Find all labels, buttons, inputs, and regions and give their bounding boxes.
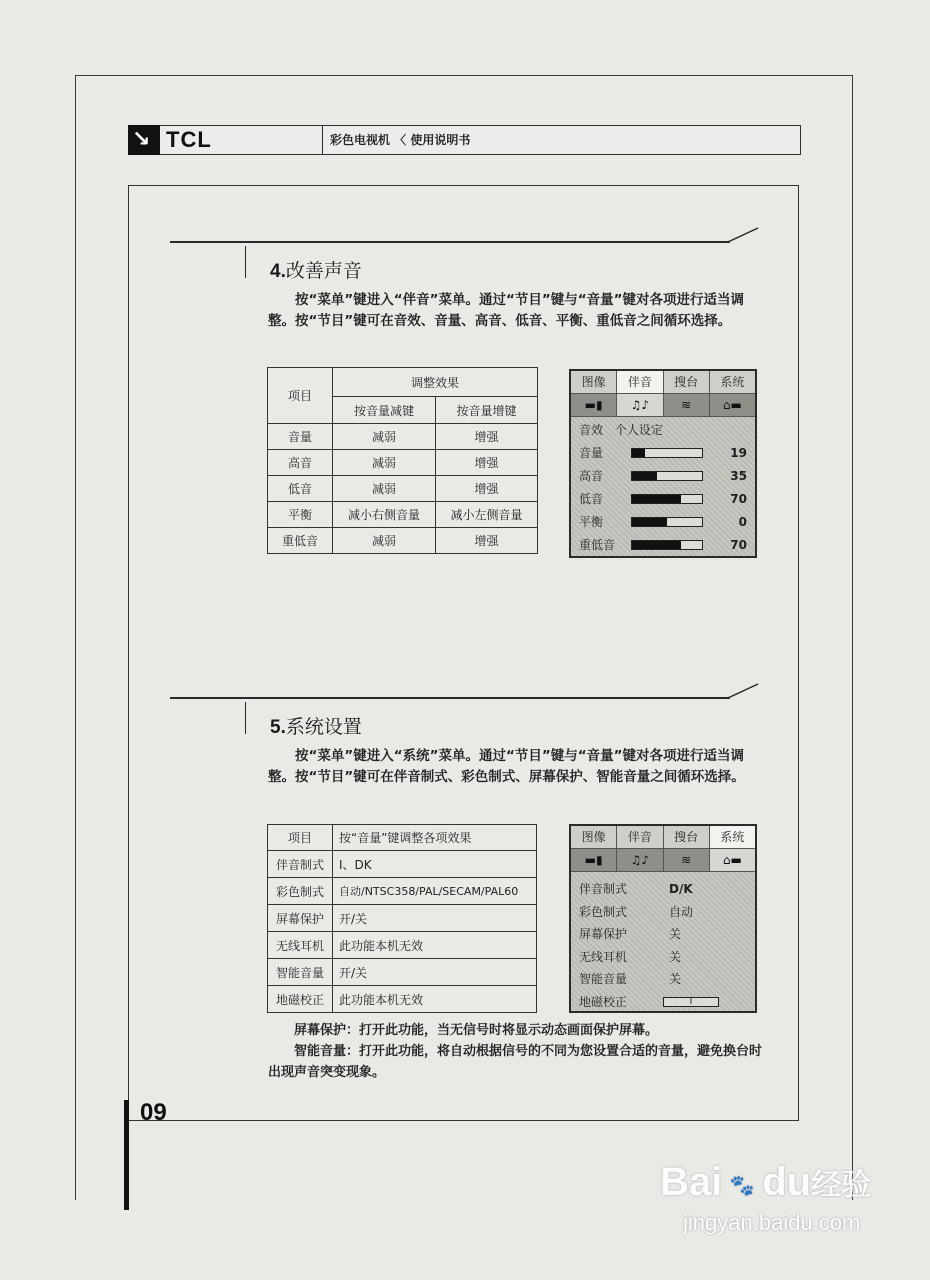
tv-effect-label: 音效	[579, 423, 604, 437]
tv-menu-tabs	[571, 826, 755, 849]
table-row	[268, 424, 538, 450]
table-header-plus: 按音量增键	[436, 397, 538, 424]
tv-system-value: 自动	[669, 904, 694, 919]
table-cell-effect: 开/关	[333, 905, 537, 932]
tv-level-fill	[632, 518, 667, 526]
table-cell-minus: 减小右侧音量	[333, 502, 436, 528]
picture-icon: ▬▮	[571, 849, 617, 871]
table-cell-plus: 减小左侧音量	[436, 502, 538, 528]
logo-arrow-icon: ↘	[132, 127, 151, 152]
tv-tab-sound: 伴音	[617, 826, 663, 848]
tv-menu-icons	[571, 849, 755, 872]
music-note-icon: ♫♪	[617, 394, 663, 416]
section5-paragraph: 按“菜单”键进入“系统”菜单。通过“节目”键与“音量”键对各项进行适当调整。按“节目”键可在伴音制式、彩色制式、屏幕保护、智能音量之间循环选择。	[268, 748, 745, 785]
tv-menu-tabs	[571, 371, 755, 394]
tv-level-fill	[632, 449, 645, 457]
tv-system-label: 无线耳机	[579, 949, 628, 964]
table-cell-item: 平衡	[268, 502, 333, 528]
table-cell-plus: 增强	[436, 528, 538, 554]
baidu-watermark	[660, 1160, 871, 1205]
tv-tab-picture: 图像	[571, 826, 617, 848]
table-cell-item: 智能音量	[268, 959, 333, 986]
table-cell-item: 音量	[268, 424, 333, 450]
table-header-effect: 按“音量”键调整各项效果	[333, 825, 537, 851]
tv-level-value: 70	[730, 538, 747, 552]
table-row	[268, 878, 537, 905]
paw-icon: 🐾	[729, 1175, 755, 1198]
table-row	[268, 959, 537, 986]
table-cell-item: 高音	[268, 450, 333, 476]
section4-paragraph: 按“菜单”键进入“伴音”菜单。通过“节目”键与“音量”键对各项进行适当调整。按“节目”键可在音效、音量、高音、低音、平衡、重低音之间循环选择。	[268, 292, 744, 329]
table-cell-item: 低音	[268, 476, 333, 502]
section4-title: 4.改善声音	[270, 260, 362, 282]
tv-tab-search: 搜台	[664, 826, 710, 848]
tv-level-bar	[631, 517, 703, 527]
picture-icon: ▬▮	[571, 394, 617, 416]
section4-rule-slant	[728, 226, 760, 244]
section4-rule	[170, 241, 730, 243]
tv-sound-menu	[569, 369, 757, 558]
table-cell-plus: 增强	[436, 476, 538, 502]
tv-level-value: 70	[730, 492, 747, 506]
tv-sound-label: 音量	[579, 446, 604, 460]
note-text: ：打开此功能，将自动根据信号的不同为您设置合适的音量，避免换台时出现声音突变现象。	[268, 1044, 763, 1080]
antenna-icon: ≋	[664, 849, 710, 871]
table-cell-minus: 减弱	[333, 424, 436, 450]
page-number: 09	[140, 1099, 167, 1126]
section5-title: 5.系统设置	[270, 716, 362, 738]
tv-system-value: 关	[669, 949, 682, 964]
tv-geomagnetic-slider: I	[663, 997, 719, 1007]
table-cell-plus: 增强	[436, 450, 538, 476]
antenna-icon: ≋	[664, 394, 710, 416]
table-header-item: 项目	[268, 368, 333, 424]
section5-rule	[170, 697, 730, 699]
section5-title-marker	[245, 702, 246, 734]
tv-tab-system: 系统	[710, 826, 755, 848]
table-cell-item: 无线耳机	[268, 932, 333, 959]
system-icon: ⌂▬	[722, 398, 742, 412]
brand-logo: TCL	[166, 127, 212, 152]
tv-level-bar	[631, 471, 703, 481]
table-cell-effect: I、DK	[333, 851, 537, 878]
tv-system-value: D/K	[669, 882, 693, 896]
page-number-bar	[124, 1100, 129, 1210]
tv-effect-row	[579, 419, 663, 441]
tv-level-value: 0	[738, 515, 747, 529]
table-header-minus: 按音量减键	[333, 397, 436, 424]
tv-system-label: 智能音量	[579, 972, 628, 986]
tv-level-fill	[632, 472, 657, 480]
tv-tab-sound: 伴音	[617, 371, 663, 393]
header-subtitle: 彩色电视机 〈 使用说明书	[330, 133, 471, 147]
table-cell-item: 彩色制式	[268, 878, 333, 905]
section5-rule-slant	[728, 682, 760, 700]
table-cell-item: 伴音制式	[268, 851, 333, 878]
tv-tab-system: 系统	[710, 371, 755, 393]
tv-level-value: 19	[730, 446, 747, 460]
tv-level-fill	[632, 541, 681, 549]
watermark-url: jingyan.baidu.com	[683, 1210, 861, 1235]
tv-menu-icons	[571, 394, 755, 417]
table-cell-effect: 开/关	[333, 959, 537, 986]
table-row	[268, 476, 538, 502]
tv-system-value: 关	[669, 927, 682, 941]
table-row	[268, 905, 537, 932]
tv-effect-value: 个人设定	[614, 423, 663, 437]
table-row	[268, 502, 538, 528]
tv-sound-label: 低音	[579, 492, 604, 506]
tv-sound-label: 平衡	[579, 515, 604, 529]
tv-level-bar	[631, 448, 703, 458]
tv-level-fill	[632, 495, 681, 503]
tv-system-label: 地磁校正	[579, 994, 628, 1009]
note-smart-volume	[268, 1041, 768, 1083]
table-cell-effect: 此功能本机无效	[333, 932, 537, 959]
table-header-item: 项目	[268, 825, 333, 851]
table-row	[268, 851, 537, 878]
table-row	[268, 450, 538, 476]
tv-sound-label: 重低音	[579, 538, 616, 552]
table-cell-minus: 减弱	[333, 528, 436, 554]
table-header-effect: 调整效果	[333, 368, 538, 397]
table-cell-effect: 自动/NTSC358/PAL/SECAM/PAL60	[333, 878, 537, 905]
tv-tab-search: 搜台	[664, 371, 710, 393]
music-note-icon: ♫♪	[617, 849, 663, 871]
section5-table	[267, 824, 537, 1013]
table-row	[268, 932, 537, 959]
tv-level-bar	[631, 494, 703, 504]
tv-system-label: 屏幕保护	[579, 927, 628, 941]
table-cell-item: 地磁校正	[268, 986, 333, 1013]
watermark-brand: Bai	[660, 1160, 723, 1204]
watermark-brand2: du	[762, 1160, 812, 1204]
note-screen-saver	[268, 1020, 768, 1041]
table-cell-item: 屏幕保护	[268, 905, 333, 932]
system-icon: ⌂▬	[710, 849, 755, 871]
tv-level-bar	[631, 540, 703, 550]
tv-system-menu	[569, 824, 757, 1013]
watermark-cn: 经验	[811, 1169, 872, 1202]
table-row	[268, 528, 538, 554]
tv-sound-label: 高音	[579, 469, 604, 483]
tv-level-value: 35	[730, 469, 747, 483]
header-divider	[322, 125, 323, 155]
table-cell-minus: 减弱	[333, 476, 436, 502]
tv-system-value: 关	[669, 972, 682, 986]
note-text: ：打开此功能，当无信号时将显示动态画面保护屏幕。	[346, 1023, 659, 1038]
section4-title-marker	[245, 246, 246, 278]
table-cell-minus: 减弱	[333, 450, 436, 476]
note-term: 屏幕保护	[294, 1023, 347, 1038]
table-cell-plus: 增强	[436, 424, 538, 450]
tv-tab-picture: 图像	[571, 371, 617, 393]
table-cell-item: 重低音	[268, 528, 333, 554]
note-term: 智能音量	[294, 1044, 347, 1059]
tv-system-label: 彩色制式	[579, 904, 628, 919]
section4-table	[267, 367, 538, 554]
tv-system-label: 伴音制式	[579, 882, 628, 896]
table-cell-effect: 此功能本机无效	[333, 986, 537, 1013]
table-row	[268, 986, 537, 1013]
